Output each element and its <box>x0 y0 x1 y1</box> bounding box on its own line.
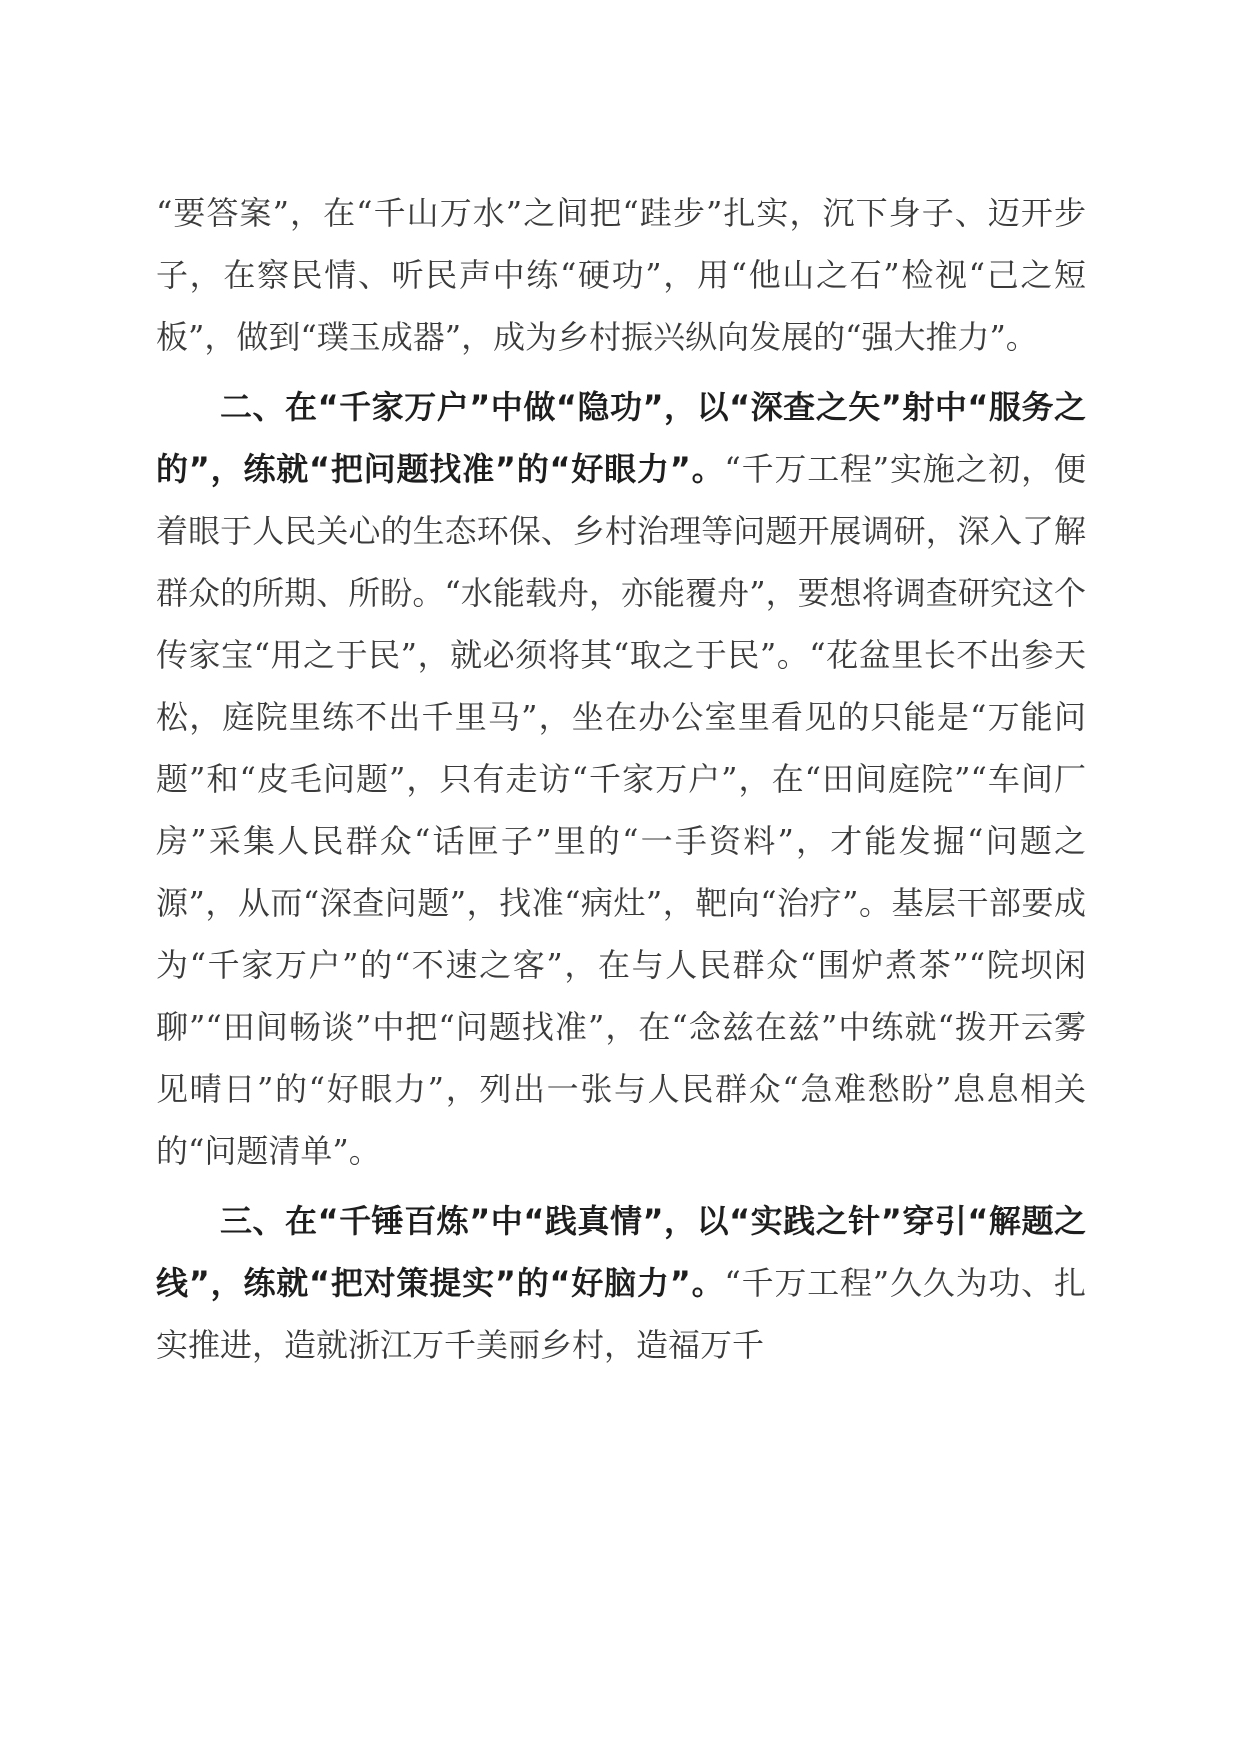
document-body <box>156 182 1086 1376</box>
section-heading: 三、在“千锤百炼”中“践真情”，以“实践之针”穿引“解题之线”，练就“把对策提实”的“好脑力”。 <box>156 1202 1086 1302</box>
paragraph-section-3 <box>156 1190 1086 1376</box>
paragraph-text: “千万工程”久久为功、扎实推进，造就浙江万千美丽乡村，造福万千 <box>156 1264 1086 1364</box>
paragraph-continuation <box>156 182 1086 368</box>
paragraph-text: “千万工程”实施之初，便着眼于人民关心的生态环保、乡村治理等问题开展调研，深入了解群众的所期、所盼。“水能载舟，亦能覆舟”，要想将调查研究这个传家宝“用之于民”，就必须将其“取之于民”。“花盆里长不出参天松，庭院里练不出千里马”，坐在办公室里看见的只能是“万能问题”和“皮毛问题”，只有走访“千家万户”，在“田间庭院”“车间厂房”采集人民群众“话匣子”里的“一手资料”，才能发掘“问题之源”，从而“深查问题”，找准“病灶”，靶向“治疗”。基层干部要成为“千家万户”的“不速之客”，在与人民群众“围炉煮茶”“院坝闲聊”“田间畅谈”中把“问题找准”，在“念兹在兹”中练就“拨开云雾见晴日”的“好眼力”，列出一张与人民群众“急难愁盼”息息相关的“问题清单”。 <box>156 450 1086 1170</box>
paragraph-text: “要答案”，在“千山万水”之间把“跬步”扎实，沉下身子、迈开步子，在察民情、听民声中练“硬功”，用“他山之石”检视“己之短板”，做到“璞玉成器”，成为乡村振兴纵向发展的“强大推力”。 <box>156 194 1086 356</box>
paragraph-section-2 <box>156 376 1086 1182</box>
section-heading: 二、在“千家万户”中做“隐功”，以“深查之矢”射中“服务之的”，练就“把问题找准”的“好眼力”。 <box>156 388 1086 488</box>
